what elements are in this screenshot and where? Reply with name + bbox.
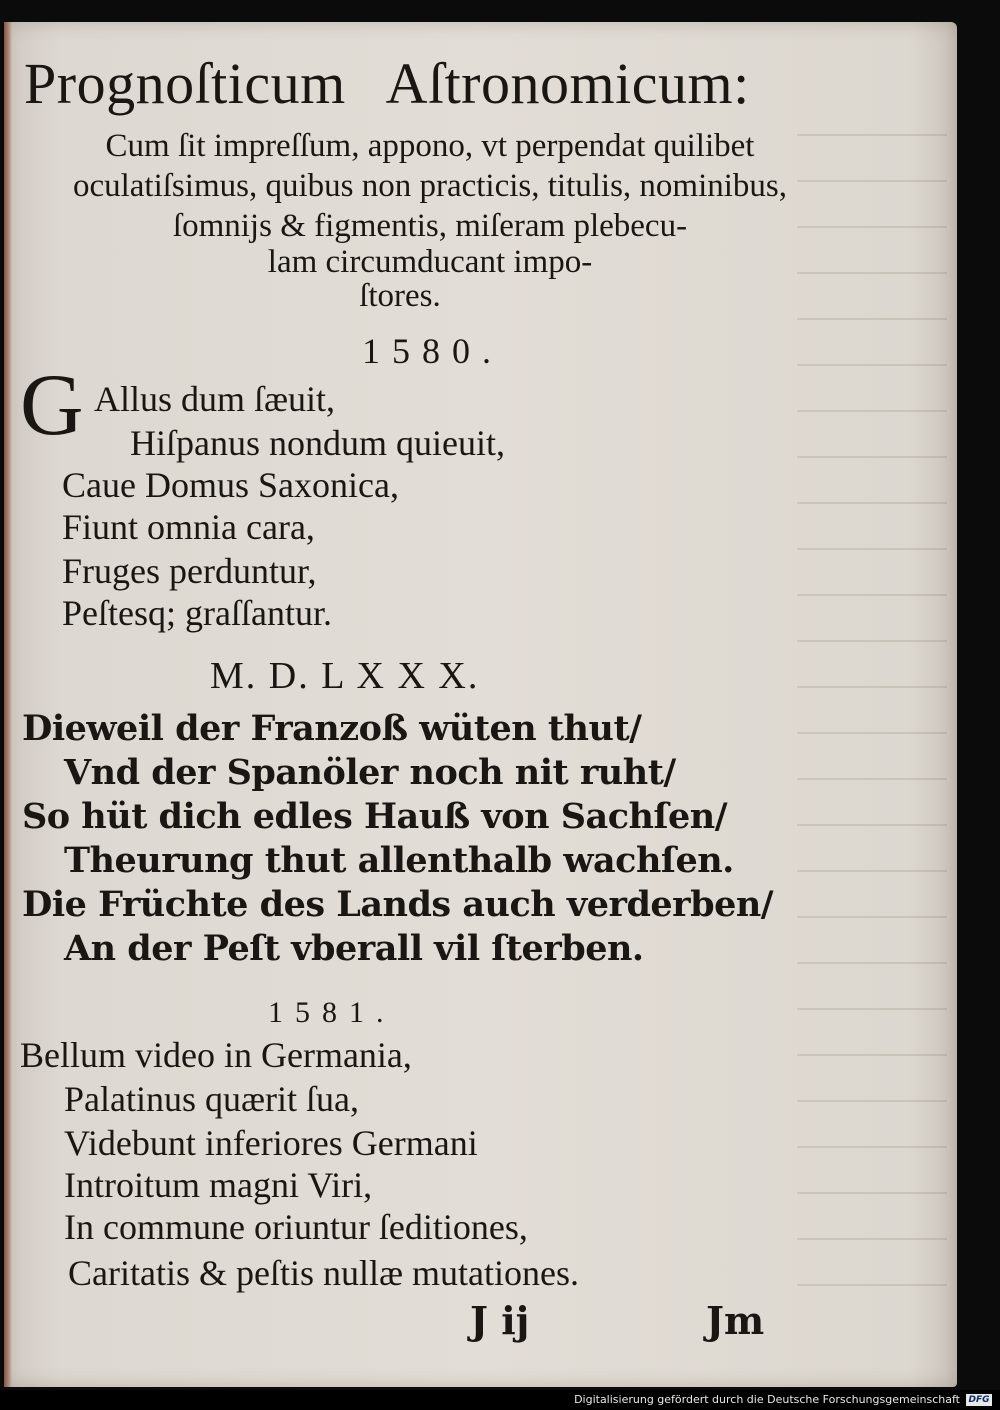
latin-1580-line-4: Fiunt omnia cara,	[62, 507, 315, 547]
digitization-credit: Digitalisierung gefördert durch die Deutsche Forschungsgemeinschaft	[574, 1393, 960, 1406]
latin-1580-line-5: Fruges perduntur,	[62, 551, 317, 591]
german-line-5: Die Früchte des Lands auch verderben/	[22, 884, 774, 925]
latin-1580-line-3: Caue Domus Saxonica,	[62, 465, 399, 505]
year-1580: 1580.	[362, 331, 503, 371]
intro-line-5: ſtores.	[359, 278, 441, 314]
intro-line-2: oculatiſsimus, quibus non practicis, titulis, nominibus,	[72, 168, 788, 204]
show-through-text	[797, 102, 947, 1322]
latin-1580-line-6: Peſtesq; graſſantur.	[62, 593, 332, 633]
intro-line-1: Cum ſit impreſſum, appono, vt perpendat quilibet	[105, 128, 755, 164]
german-line-4: Theurung thut allenthalb wachſen.	[64, 840, 734, 881]
latin-1580-line-2: Hiſpanus nondum quieuit,	[130, 423, 505, 463]
german-line-1: Dieweil der Franzoß wüten thut/	[22, 708, 642, 749]
latin-1581-line-6: Caritatis & peſtis nullæ mutationes.	[68, 1253, 579, 1293]
latin-1581-line-1: Bellum video in Germania,	[20, 1035, 412, 1075]
latin-1581-line-4: Introitum magni Viri,	[64, 1165, 373, 1205]
signature-mark: J ij	[470, 1298, 530, 1343]
dfg-logo: DFG	[966, 1394, 992, 1406]
latin-1581-line-5: In commune oriuntur ſeditiones,	[64, 1207, 528, 1247]
german-line-6: An der Peſt vberall vil ſterben.	[64, 928, 644, 969]
german-line-2: Vnd der Spanöler noch nit ruht/	[64, 752, 676, 793]
intro-line-3: ſomnijs & figmentis, miſeram plebecu-	[172, 208, 688, 244]
roman-year-heading: M. D. L X X X.	[210, 655, 480, 697]
intro-line-4: lam circumducant impo-	[267, 244, 593, 280]
latin-1581-line-2: Palatinus quærit ſua,	[64, 1079, 359, 1119]
page-title: Prognoſticum Aſtronomicum:	[24, 51, 750, 116]
year-1581: 1581.	[268, 996, 396, 1029]
german-line-3: So hüt dich edles Hauß von Sachſen/	[22, 796, 728, 837]
latin-1580-line-1: Allus dum ſæuit,	[94, 379, 336, 419]
catchword: Jm	[706, 1298, 765, 1343]
latin-1581-line-3: Videbunt inferiores Germani	[64, 1123, 478, 1163]
drop-cap-letter: G	[20, 357, 84, 454]
